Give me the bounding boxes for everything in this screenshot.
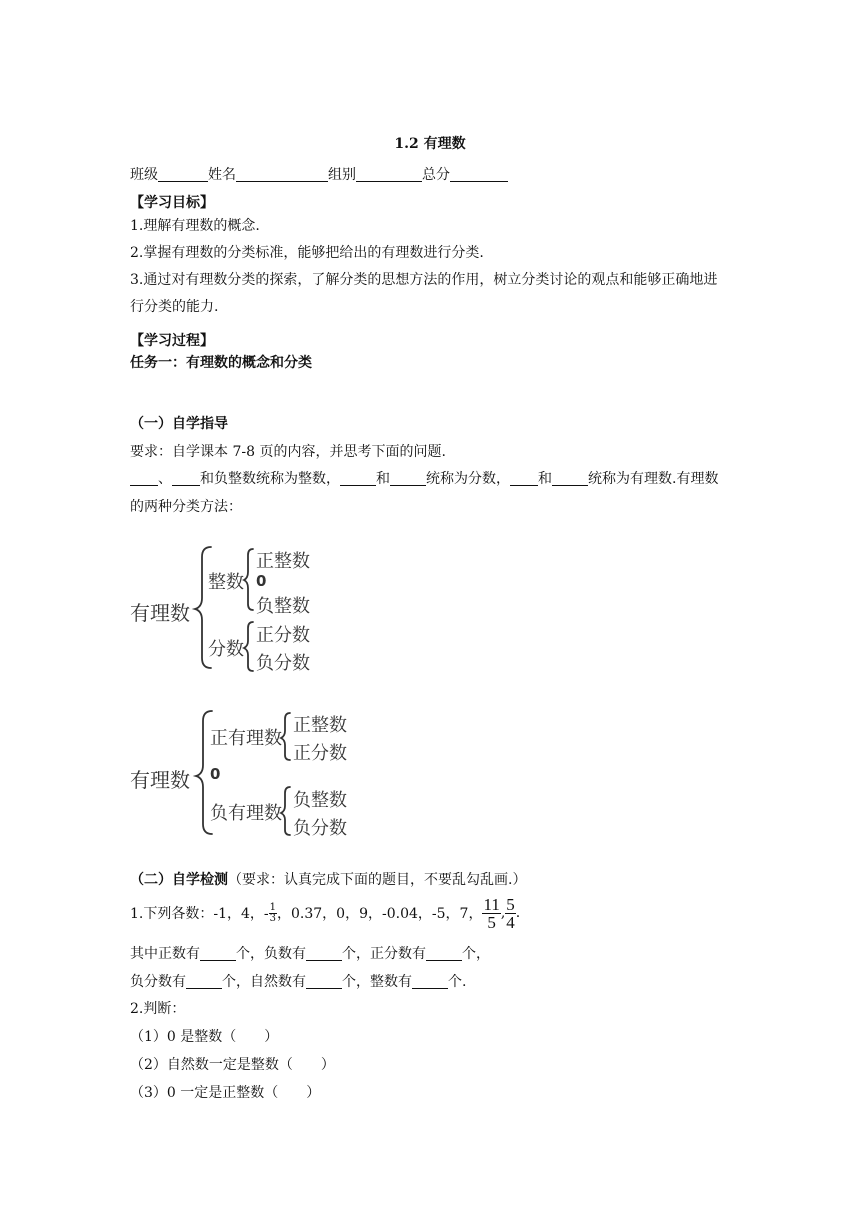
q2-item: （3）0 一定是正整数（ ） <box>130 1085 321 1101</box>
q1-line3: 负分数有 个，自然数有 个，整数有 个. <box>130 974 467 990</box>
guide-line2: 的两种分类方法： <box>130 499 242 515</box>
guide-heading: （一）自学指导 <box>130 416 228 432</box>
name-label: 姓名 <box>208 167 236 183</box>
diagram2-positive: 正有理数 <box>210 728 282 749</box>
diagram2-root: 有理数 <box>130 768 190 792</box>
blank[interactable] <box>426 946 462 961</box>
goals-heading: 【学习目标】 <box>130 195 214 211</box>
diagram1-neg-frac: 负分数 <box>256 653 310 674</box>
fraction-five-fourths: $\frac{5}{4}$ <box>506 894 515 932</box>
diagram2-neg-frac: 负分数 <box>293 818 347 839</box>
check-heading: （二）自学检测 <box>130 872 228 888</box>
q2-heading: 2.判断： <box>130 1001 186 1017</box>
page-title: 1.2 有理数 <box>394 136 466 152</box>
blank[interactable] <box>200 946 236 961</box>
diagram2-pos-int: 正整数 <box>293 715 347 736</box>
diagram1-fraction: 分数 <box>208 639 244 660</box>
q1-line2: 其中正数有 个，负数有 个，正分数有 个， <box>130 946 490 962</box>
goal-item: 1.理解有理数的概念. <box>130 218 260 234</box>
q2-item: （2）自然数一定是整数（ ） <box>130 1057 335 1073</box>
diagram1-pos-frac: 正分数 <box>256 625 310 646</box>
check-heading-row <box>130 870 526 890</box>
goal-item: 行分类的能力. <box>130 299 219 315</box>
score-label: 总分 <box>422 167 450 183</box>
diagram2-negative: 负有理数 <box>210 803 282 824</box>
goal-item: 2.掌握有理数的分类标准，能够把给出的有理数进行分类. <box>130 245 484 261</box>
fraction-one-third: $\frac{1}{3}$ <box>269 901 277 924</box>
blank[interactable] <box>186 974 222 989</box>
q2-item: （1）0 是整数（ ） <box>130 1029 279 1045</box>
guide-requirement: 要求：自学课本 7-8 页的内容，并思考下面的问题. <box>130 444 446 460</box>
fill-sentence: 、 和负整数统称为整数， 和 统称为分数， 和 统称为有理数.有理数 <box>130 469 718 489</box>
process-heading: 【学习过程】 <box>130 333 214 349</box>
goal-item: 3.通过对有理数分类的探索，了解分类的思想方法的作用，树立分类讨论的观点和能够正确地进 <box>130 272 718 288</box>
diagram1-integer: 整数 <box>208 572 244 593</box>
diagram1-pos-int: 正整数 <box>256 551 310 572</box>
diagram1-zero: 0 <box>256 572 267 590</box>
diagram1-root: 有理数 <box>130 601 190 625</box>
diagram1-neg-int: 负整数 <box>256 596 310 617</box>
blank[interactable] <box>412 974 448 989</box>
diagram2-neg-int: 负整数 <box>293 790 347 811</box>
group-label: 组别 <box>328 167 356 183</box>
q1-line: 1.下列各数：-1，4，- $\frac{1}{3}$ ，0.37，0，9，-0.04，-5，7， $\frac{11}{5}$ , $\frac{5}{4}$ . <box>130 894 521 932</box>
blank[interactable] <box>306 946 342 961</box>
diagram2-zero: 0 <box>210 765 221 783</box>
fraction-eleven-fifths: $\frac{11}{5}$ <box>483 894 500 932</box>
task1-heading: 任务一：有理数的概念和分类 <box>130 355 312 371</box>
diagram2-pos-frac: 正分数 <box>293 743 347 764</box>
class-label: 班级 <box>130 167 158 183</box>
blank[interactable] <box>306 974 342 989</box>
check-note: （要求：认真完成下面的题目，不要乱勾乱画.） <box>228 872 527 888</box>
